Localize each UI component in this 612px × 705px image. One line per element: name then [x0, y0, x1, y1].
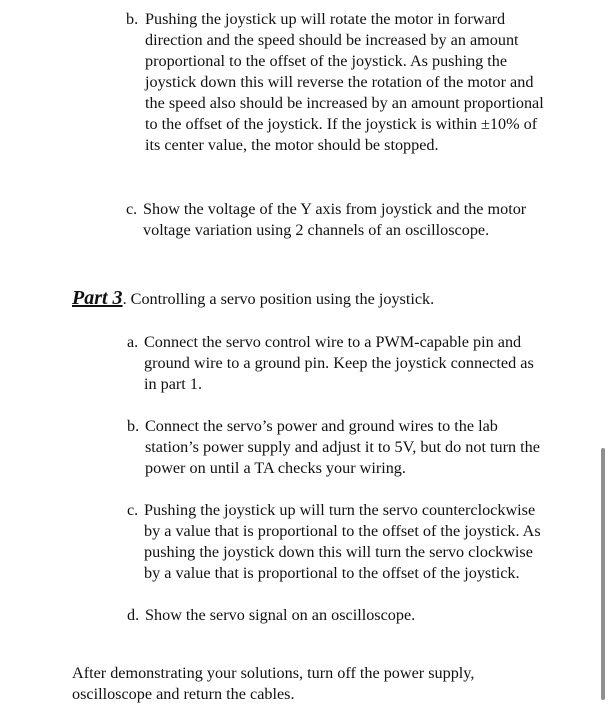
list-item-text: Pushing the joystick up will rotate the motor in forward direction and the speed should be increased by an amount proportional to the offset of the joystick. As pushing the joystick down this will reverse the rotation of the motor and the speed also should be increased by an amount proportional to the offset of the joystick. If the joystick is within ±10% of its center value, the motor should be stopped.	[145, 10, 544, 154]
list-item-text: Pushing the joystick up will turn the servo counterclockwise by a value that is proportional to the offset of the joystick. As pushing the joystick down this will turn the servo clockwise by a value that is proportional to the offset of the joystick.	[144, 501, 541, 582]
part3-item-a	[127, 332, 547, 395]
part3-item-b	[127, 416, 547, 479]
list-item-text: Show the servo signal on an oscilloscope.	[145, 606, 416, 624]
list-marker: c.	[126, 200, 138, 218]
list-item-text: Show the voltage of the Y axis from joystick and the motor voltage variation using 2 channels of an oscilloscope.	[143, 200, 527, 239]
part2-item-b	[126, 9, 546, 156]
list-marker: c.	[127, 501, 139, 519]
list-item-text: Connect the servo’s power and ground wires to the lab station’s power supply and adjust it to 5V, but do not turn the power on until a TA checks your wiring.	[145, 417, 540, 477]
part3-heading	[72, 287, 434, 310]
list-marker: b.	[127, 417, 140, 435]
list-marker: d.	[127, 606, 140, 624]
part3-label: Part 3	[72, 287, 123, 309]
list-item-text: Connect the servo control wire to a PWM-capable pin and ground wire to a ground pin. Keep the joystick connected as in part 1.	[144, 333, 534, 393]
closing-paragraph: After demonstrating your solutions, turn off the power supply, oscilloscope and return the cables.	[72, 664, 475, 704]
list-marker: a.	[127, 333, 139, 351]
part3-item-d	[127, 605, 547, 626]
list-marker: b.	[126, 10, 139, 28]
part3-item-c	[127, 500, 547, 584]
part2-item-c	[126, 199, 536, 241]
part3-label-period: .	[122, 290, 127, 308]
scrollbar-thumb[interactable]	[601, 448, 605, 700]
part3-title: Controlling a servo position using the joystick.	[126, 290, 435, 308]
